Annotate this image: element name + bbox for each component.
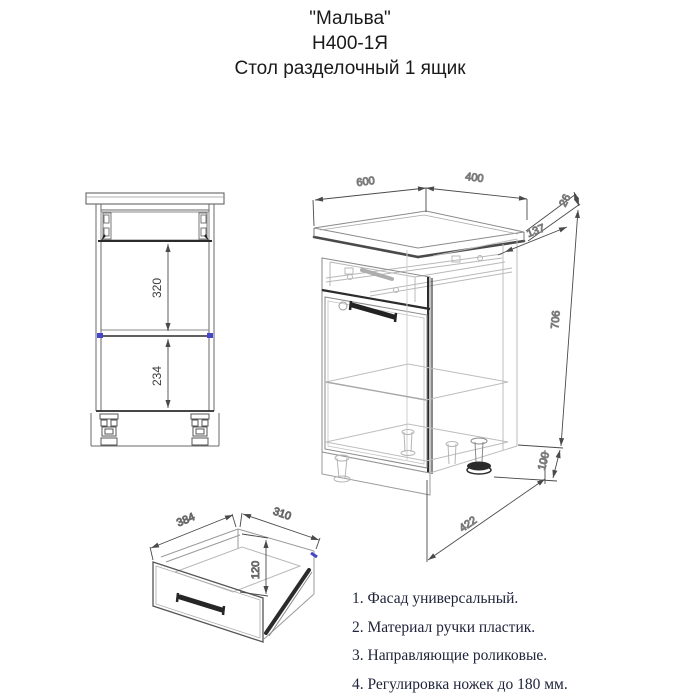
roller-slide-rail [266, 570, 309, 633]
note-item-1: 1. Фасад универсальный. [352, 590, 519, 607]
note-item-2: 2. Материал ручки пластик. [352, 618, 536, 636]
shelf-support-right [207, 333, 213, 338]
countertop-front [86, 193, 224, 204]
adjustable-leg-right [191, 414, 209, 445]
dim-400-label: 400 [464, 170, 485, 186]
dim-234-label: 234 [150, 365, 164, 387]
specification-notes [352, 590, 662, 700]
dim-137-label: 137 [525, 222, 547, 241]
note-item-4: 4. Регулировка ножек до 180 мм. [352, 675, 568, 693]
hinge-cup [339, 302, 347, 310]
dim-384-label: 384 [175, 511, 197, 530]
dim-120-label: 120 [250, 560, 262, 580]
shelf-support-left [97, 333, 103, 338]
adjustable-foot-front-right [467, 438, 491, 474]
drawer-view [150, 506, 320, 642]
dim-310-label: 310 [271, 505, 293, 523]
note-item-3: 3. Направляющие роликовые. [352, 647, 548, 664]
dim-706-label: 706 [549, 310, 563, 330]
drawer-dimensions [150, 513, 320, 596]
slide-mount-mark [311, 553, 317, 557]
dim-600-label: 600 [355, 174, 376, 190]
dim-26-label: 26 [557, 192, 574, 209]
door-handle [352, 305, 394, 317]
drawer-box-ghost [161, 529, 314, 639]
dim-320-label: 320 [150, 277, 164, 299]
isometric-view [313, 171, 580, 562]
drawer-front-panel [153, 562, 263, 642]
front-view [86, 193, 224, 446]
dim-100-label: 100 [536, 450, 553, 472]
drawer-cavity [101, 212, 209, 240]
drawer-handle [180, 597, 222, 610]
product-series-title: "Мальва" [309, 8, 391, 29]
product-model-code: Н400-1Я [311, 33, 389, 54]
product-description: Стол разделочный 1 ящик [234, 58, 466, 79]
dim-422-label: 422 [457, 514, 480, 535]
adjustable-leg-left [100, 414, 118, 445]
